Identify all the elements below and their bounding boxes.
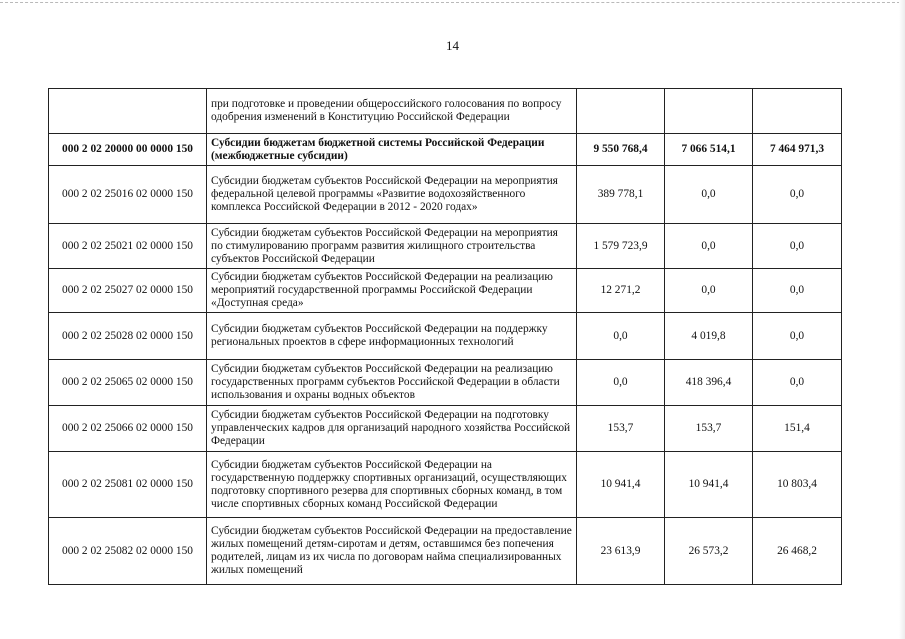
row-value-2022-cell: 0,0 [753,269,842,313]
table-row [49,406,842,452]
scan-right-shadow [899,0,905,639]
row-description-cell: Субсидии бюджетам субъектов Российской Федерации на мероприятия федеральной целевой программы «Развитие водохозяйственного комплекса Российской Федерации в 2012 - 2020 годах» [207,166,577,224]
row-description-cell: Субсидии бюджетам субъектов Российской Федерации на поддержку региональных проектов в сфере информационных технологий [207,313,577,360]
row-value-2020-cell: 0,0 [577,313,665,360]
row-description-cell: при подготовке и проведении общероссийского голосования по вопросу одобрения изменений в Конституцию Российской Федерации [207,89,577,134]
table-row [49,224,842,269]
row-value-2021-cell: 153,7 [665,406,753,452]
row-value-2021-cell: 26 573,2 [665,518,753,585]
row-value-2022-cell: 26 468,2 [753,518,842,585]
row-description-cell: Субсидии бюджетам бюджетной системы Российской Федерации (межбюджетные субсидии) [207,134,577,166]
row-value-2020-cell: 0,0 [577,360,665,406]
row-description-cell: Субсидии бюджетам субъектов Российской Федерации на мероприятия по стимулированию программ развития жилищного строительства субъектов Российской Федерации [207,224,577,269]
subsidies-table [48,88,842,585]
row-value-2020-cell: 9 550 768,4 [577,134,665,166]
row-code-cell: 000 2 02 25082 02 0000 150 [49,518,207,585]
table-row [49,313,842,360]
row-description-cell: Субсидии бюджетам субъектов Российской Федерации на подготовку управленческих кадров для организаций народного хозяйства Российской Федерации [207,406,577,452]
row-value-2020-cell: 153,7 [577,406,665,452]
row-code-cell: 000 2 02 25016 02 0000 150 [49,166,207,224]
row-value-2022-cell [753,89,842,134]
table-row [49,518,842,585]
table-row [49,166,842,224]
row-description-cell: Субсидии бюджетам субъектов Российской Федерации на реализацию мероприятий государственной программы Российской Федерации «Доступная среда» [207,269,577,313]
row-value-2022-cell: 151,4 [753,406,842,452]
table-row [49,134,842,166]
row-value-2021-cell: 7 066 514,1 [665,134,753,166]
row-code-cell: 000 2 02 25065 02 0000 150 [49,360,207,406]
table-row [49,269,842,313]
page-number: 14 [446,38,459,53]
row-value-2021-cell: 0,0 [665,269,753,313]
row-value-2020-cell: 389 778,1 [577,166,665,224]
row-value-2021-cell: 418 396,4 [665,360,753,406]
row-value-2022-cell: 0,0 [753,166,842,224]
row-value-2022-cell: 0,0 [753,360,842,406]
row-description-cell: Субсидии бюджетам субъектов Российской Федерации на предоставление жилых помещений детям-сиротам и детям, оставшимся без попечения родителей, лицам из их числа по договорам найма специализированных жилых помещений [207,518,577,585]
row-value-2022-cell: 0,0 [753,224,842,269]
table-row [49,360,842,406]
row-value-2022-cell: 0,0 [753,313,842,360]
table-row [49,89,842,134]
row-value-2020-cell: 12 271,2 [577,269,665,313]
row-code-cell: 000 2 02 20000 00 0000 150 [49,134,207,166]
row-code-cell [49,89,207,134]
row-value-2022-cell: 7 464 971,3 [753,134,842,166]
row-code-cell: 000 2 02 25066 02 0000 150 [49,406,207,452]
row-description-cell: Субсидии бюджетам субъектов Российской Федерации на реализацию государственных программ субъектов Российской Федерации в области использования и охраны водных объектов [207,360,577,406]
row-value-2021-cell: 10 941,4 [665,452,753,518]
row-value-2021-cell: 0,0 [665,224,753,269]
row-code-cell: 000 2 02 25027 02 0000 150 [49,269,207,313]
row-code-cell: 000 2 02 25028 02 0000 150 [49,313,207,360]
row-value-2021-cell: 0,0 [665,166,753,224]
row-value-2021-cell [665,89,753,134]
row-value-2020-cell [577,89,665,134]
row-value-2020-cell: 1 579 723,9 [577,224,665,269]
row-value-2022-cell: 10 803,4 [753,452,842,518]
scan-top-edge [0,2,905,3]
row-description-cell: Субсидии бюджетам субъектов Российской Федерации на государственную поддержку спортивных организаций, осуществляющих подготовку спортивного резерва для спортивных сборных команд, в том числе спортивных сборных команд Российской Федерации [207,452,577,518]
row-value-2020-cell: 10 941,4 [577,452,665,518]
row-value-2021-cell: 4 019,8 [665,313,753,360]
row-value-2020-cell: 23 613,9 [577,518,665,585]
row-code-cell: 000 2 02 25081 02 0000 150 [49,452,207,518]
row-code-cell: 000 2 02 25021 02 0000 150 [49,224,207,269]
table-row [49,452,842,518]
